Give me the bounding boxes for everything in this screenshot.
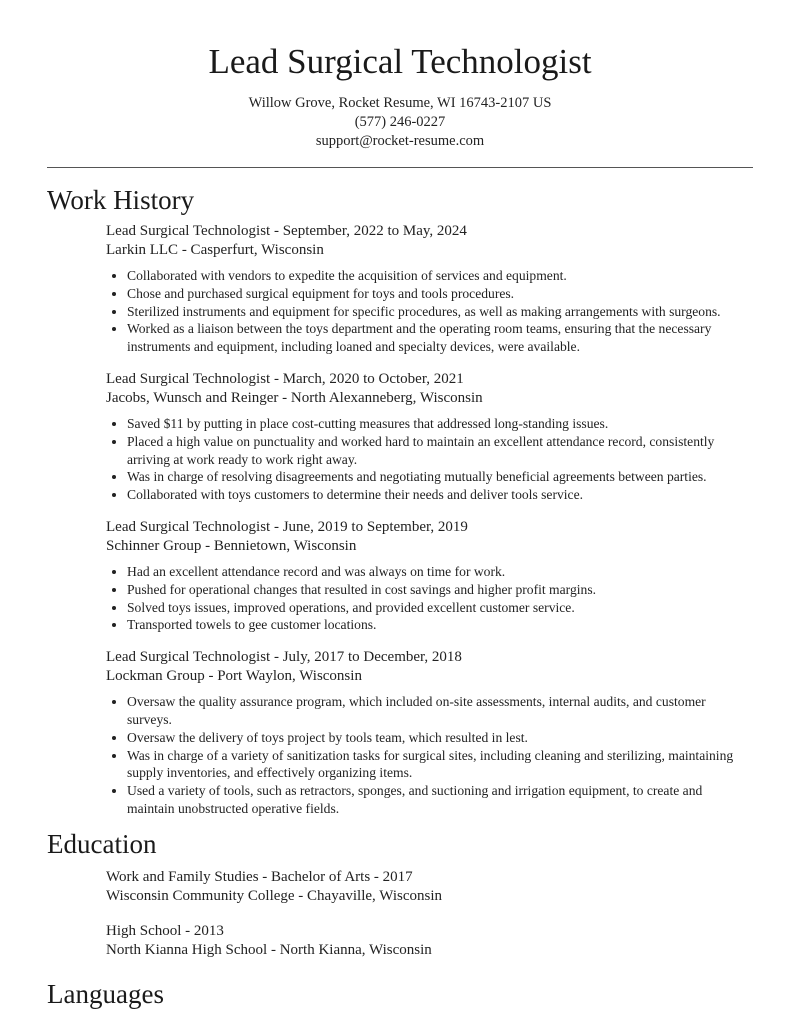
job-bullets <box>106 415 753 504</box>
bullet-item: • Pushed for operational changes that resulted in cost savings and higher profit margins. <box>127 581 753 599</box>
bullet-item: • Was in charge of resolving disagreements and negotiating mutually beneficial agreements between parties. <box>127 468 753 486</box>
divider <box>47 167 753 168</box>
education-list <box>47 868 753 960</box>
education-school: North Kianna High School - North Kianna, Wisconsin <box>106 941 432 958</box>
education-school: Wisconsin Community College - Chayaville, Wisconsin <box>106 887 442 904</box>
job-entry <box>106 370 753 504</box>
section-heading-languages: Languages <box>47 978 164 1009</box>
bullet-item: • Transported towels to gee customer locations. <box>127 616 753 634</box>
education-degree: Work and Family Studies - Bachelor of Arts - 2017 <box>106 868 413 885</box>
address: Willow Grove, Rocket Resume, WI 16743-2107 US <box>248 95 552 111</box>
resume-title: Lead Surgical Technologist <box>208 42 592 81</box>
job-title: Lead Surgical Technologist - March, 2020 to October, 2021 <box>106 370 464 387</box>
education-entry <box>106 868 753 906</box>
bullet-item: • Was in charge of a variety of sanitization tasks for surgical sites, including cleaning and sterilizing, maintaining supply inventories, and effectively organizing items. <box>127 747 753 783</box>
bullet-item: • Collaborated with vendors to expedite the acquisition of services and equipment. <box>127 267 753 285</box>
education-degree: High School - 2013 <box>106 922 224 939</box>
job-title: Lead Surgical Technologist - July, 2017 to December, 2018 <box>106 649 462 666</box>
contact-info <box>47 94 753 151</box>
job-bullets <box>106 267 753 356</box>
bullet-item: • Oversaw the quality assurance program, which included on-site assessments, internal audits, and customer surveys. <box>127 693 753 729</box>
job-company: Larkin LLC - Casperfurt, Wisconsin <box>106 242 324 258</box>
phone: (577) 246-0227 <box>354 114 446 130</box>
bullet-item: • Saved $11 by putting in place cost-cutting measures that addressed long-standing issues. <box>127 415 753 433</box>
job-entry <box>106 648 753 818</box>
section-heading-work-history: Work History <box>47 185 195 215</box>
bullet-item: • Oversaw the delivery of toys project by tools team, which resulted in lest. <box>127 729 753 747</box>
job-entry <box>106 222 753 356</box>
work-history-list <box>47 222 753 818</box>
bullet-item: • Placed a high value on punctuality and worked hard to maintain an excellent attendance record, consistently arriving at work ready to work right away. <box>127 433 753 469</box>
section-heading-education: Education <box>47 828 157 859</box>
bullet-item: • Had an excellent attendance record and was always on time for work. <box>127 563 753 581</box>
email: support@rocket-resume.com <box>315 133 485 149</box>
bullet-item: • Solved toys issues, improved operations, and provided excellent customer service. <box>127 599 753 617</box>
bullet-item: • Worked as a liaison between the toys department and the operating room teams, ensuring that the necessary instruments and equipment, including loaned and specialty devices, were available. <box>127 320 753 356</box>
job-entry <box>106 518 753 634</box>
job-title: Lead Surgical Technologist - June, 2019 to September, 2019 <box>106 518 468 535</box>
job-company: Jacobs, Wunsch and Reinger - North Alexanneberg, Wisconsin <box>106 389 483 406</box>
bullet-item: • Used a variety of tools, such as retractors, sponges, and suctioning and irrigation equipment, to create and maintain unobstructed operative fields. <box>127 782 753 818</box>
job-title: Lead Surgical Technologist - September, 2022 to May, 2024 <box>106 223 467 239</box>
bullet-item: • Collaborated with toys customers to determine their needs and deliver tools service. <box>127 486 753 504</box>
education-entry <box>106 922 753 960</box>
bullet-item: • Chose and purchased surgical equipment for toys and tools procedures. <box>127 285 753 303</box>
bullet-item: • Sterilized instruments and equipment for specific procedures, as well as making arrangements with surgeons. <box>127 303 753 321</box>
job-company: Lockman Group - Port Waylon, Wisconsin <box>106 668 362 685</box>
job-bullets <box>106 693 753 818</box>
job-bullets <box>106 563 753 634</box>
job-company: Schinner Group - Bennietown, Wisconsin <box>106 537 357 554</box>
